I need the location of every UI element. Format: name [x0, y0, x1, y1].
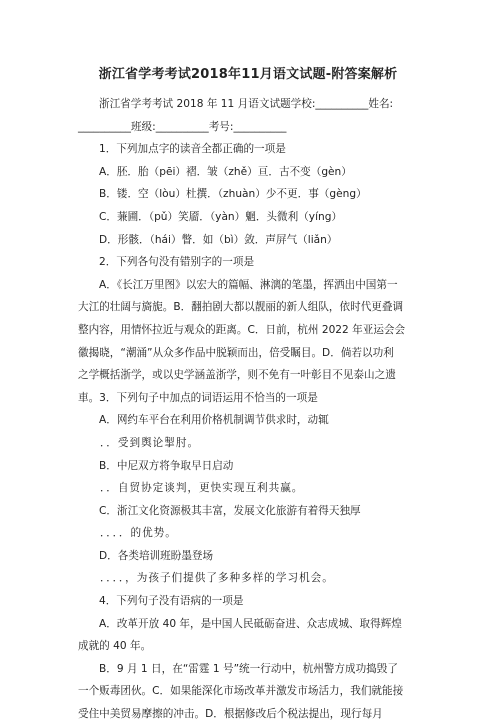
question-line: 1．下列加点字的读音全都正确的一项是 — [99, 143, 286, 156]
option-line: D．各类培训班盼墨登场 — [99, 549, 214, 562]
text-line: 大江的壮阔与旖旎。B．翻拍剧大都以靓丽的新人组队，依时代更叠调 — [78, 301, 404, 314]
dotted-line: ．．．．，为孩子们提供了多种多样的学习机会。 — [100, 572, 334, 585]
option-line: A．网约车平台在利用价格机制调节供求时，动辄 — [99, 414, 329, 427]
dotted-line: ．．受到舆论掣肘。 — [100, 436, 200, 449]
text-line: 整内容，用情怀拉近与观众的距离。C．日前，杭州 2022 年亚运会会 — [78, 323, 406, 336]
dotted-line: ．．自贸协定谈判，更快实现互利共赢。 — [100, 482, 304, 495]
text-line: 車。3．下列句子中加点的词语运用不恰当的一项是 — [78, 391, 318, 404]
option-line: A．改革开放 40 年，是中国人民砥砺奋进、众志成城、取得辉煌 — [99, 617, 402, 630]
question-line: 4．下列句子没有语病的一项是 — [99, 595, 244, 608]
option-line: B．9 月 1 日，在“雷霆 1 号”统一行动中，杭州警方成功捣毁了 — [99, 662, 398, 675]
option-line: B．中尼双方将争取早日启动 — [99, 459, 234, 472]
text-line: 受住中美贸易摩擦的冲击。D．根据修改后个税法提出，现行每月 — [78, 708, 383, 721]
text-line: 之学概括浙学，或以史学涵盖浙学，则不免有一叶彰目不见泰山之遗 — [78, 369, 396, 382]
text-line: 成就的 40 年。 — [78, 640, 152, 653]
text-line: 浙江省学考考试 2018 年 11 月语文试题学校:__________姓名: — [99, 98, 394, 110]
option-line: C．浙江文化资源极其丰富，发展文化旅游有着得天独厚 — [99, 504, 361, 517]
text-line: __________班级:__________考号:__________ — [78, 120, 287, 133]
option-line: A．《长江万里图》以宏大的篇幅、淋漓的笔墨，挥洒出中国第一 — [99, 278, 398, 291]
option-line: C．蒹圃．（pǔ）笑靥．（yàn）魍．头微利（yíng） — [99, 210, 343, 223]
option-line: D．形骸．（hái）瞥．如（bì）敛．声屏气（liǎn） — [99, 233, 338, 246]
option-line: A．胚．胎（pēi）褶．皱（zhě）亘．古不变（gèn） — [99, 165, 352, 178]
dotted-line: ．．．．的优势。 — [100, 527, 177, 540]
text-line: 一个贩毒团伙。C．如果能深化市场改革并激发市场活力，我们就能接 — [78, 685, 404, 698]
document-title: 浙江省学考考试2018年11月语文试题-附答案解析 — [98, 67, 398, 82]
text-line: 徽揭晓，“潮涌”从众多作品中脱颖而出，倍受瞩目。D．倘若以功利 — [78, 346, 394, 359]
document-body — [78, 93, 424, 726]
question-line: 2．下列各句没有错别字的一项是 — [99, 256, 255, 269]
option-line: B．镂．空（lòu）杜撰．（zhuàn）少不更．事（gèng） — [99, 188, 367, 201]
